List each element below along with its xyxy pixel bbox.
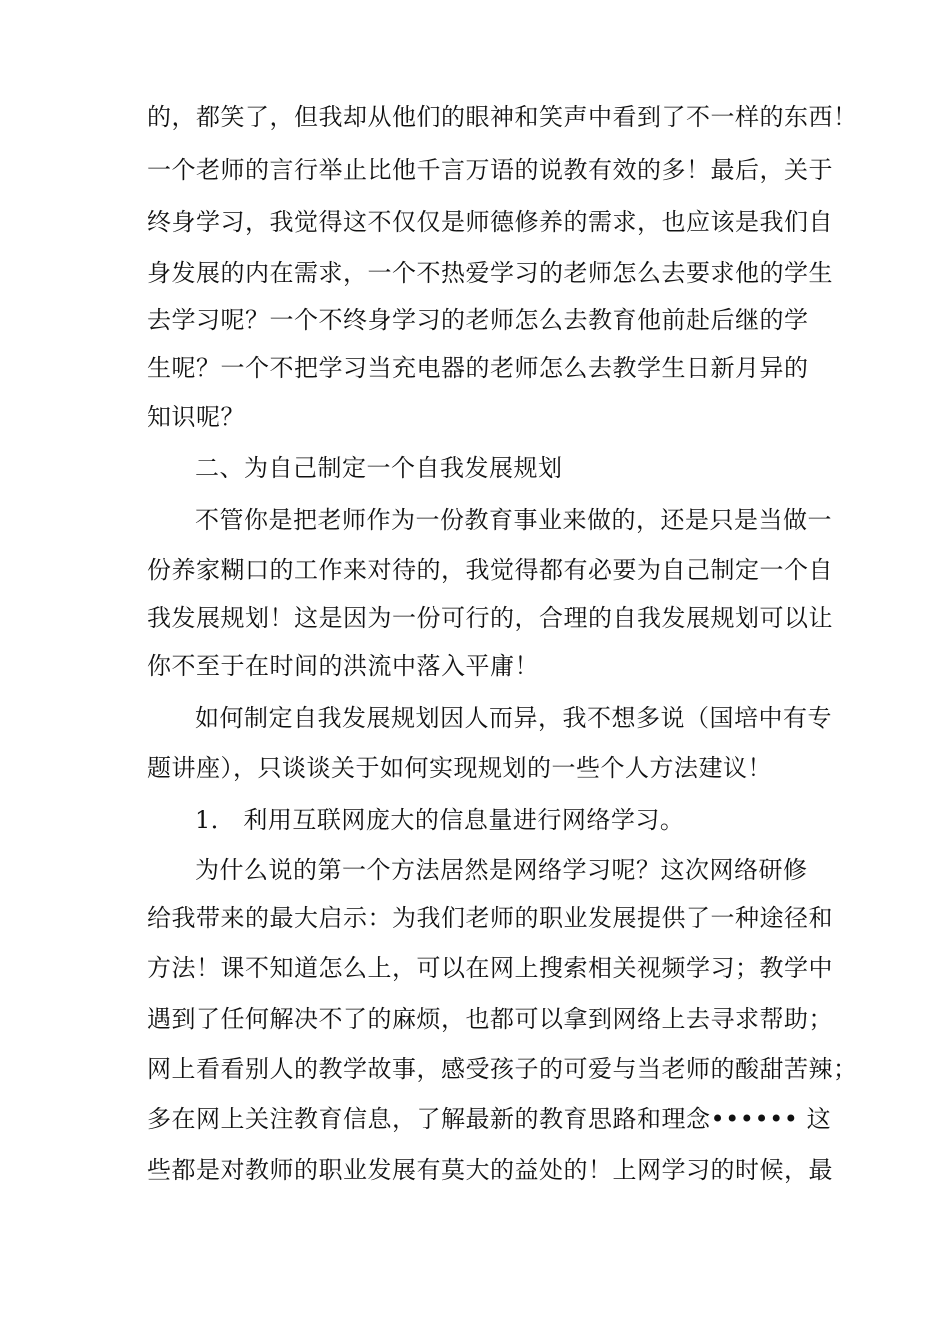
body-text-line: 一个老师的言行举止比他千言万语的说教有效的多！最后，关于 <box>147 156 833 184</box>
section-heading: 二、为自己制定一个自我发展规划 <box>195 454 563 482</box>
body-text-line: 去学习呢？一个不终身学习的老师怎么去教育他前赴后继的学 <box>147 306 809 334</box>
body-text-line: 我发展规划！这是因为一份可行的，合理的自我发展规划可以让 <box>147 604 833 632</box>
body-text-line: 网上看看别人的教学故事，感受孩子的可爱与当老师的酸甜苦辣； <box>147 1055 858 1083</box>
body-text-line: 些都是对教师的职业发展有莫大的益处的！上网学习的时候，最 <box>147 1156 833 1184</box>
body-text-line: 身发展的内在需求，一个不热爱学习的老师怎么去要求他的学生 <box>147 259 833 287</box>
body-text-line: 题讲座），只谈谈关于如何实现规划的一些个人方法建议！ <box>147 754 772 782</box>
body-text-line: 遇到了任何解决不了的麻烦，也都可以拿到网络上去寻求帮助； <box>147 1005 833 1033</box>
body-text-line: 给我带来的最大启示：为我们老师的职业发展提供了一种途径和 <box>147 904 833 932</box>
body-text-line: 如何制定自我发展规划因人而异，我不想多说（国培中有专 <box>195 704 832 732</box>
body-text-line: 为什么说的第一个方法居然是网络学习呢？这次网络研修 <box>195 856 808 884</box>
list-item-heading: 1． 利用互联网庞大的信息量进行网络学习。 <box>195 806 685 834</box>
body-text-line: 知识呢？ <box>147 403 245 431</box>
body-text-line: 不管你是把老师作为一份教育事业来做的，还是只是当做一 <box>195 506 832 534</box>
body-text-line: 方法！课不知道怎么上，可以在网上搜索相关视频学习；教学中 <box>147 954 833 982</box>
body-text-line: 多在网上关注教育信息，了解最新的教育思路和理念•••••• 这 <box>147 1105 832 1133</box>
body-text-line: 份养家糊口的工作来对待的，我觉得都有必要为自己制定一个自 <box>147 556 833 584</box>
body-text-line: 的，都笑了，但我却从他们的眼神和笑声中看到了不一样的东西！ <box>147 103 858 131</box>
body-text-line: 终身学习，我觉得这不仅仅是师德修养的需求，也应该是我们自 <box>147 208 833 236</box>
body-text-line: 你不至于在时间的洪流中落入平庸！ <box>147 652 539 680</box>
body-text-line: 生呢？一个不把学习当充电器的老师怎么去教学生日新月异的 <box>147 354 809 382</box>
